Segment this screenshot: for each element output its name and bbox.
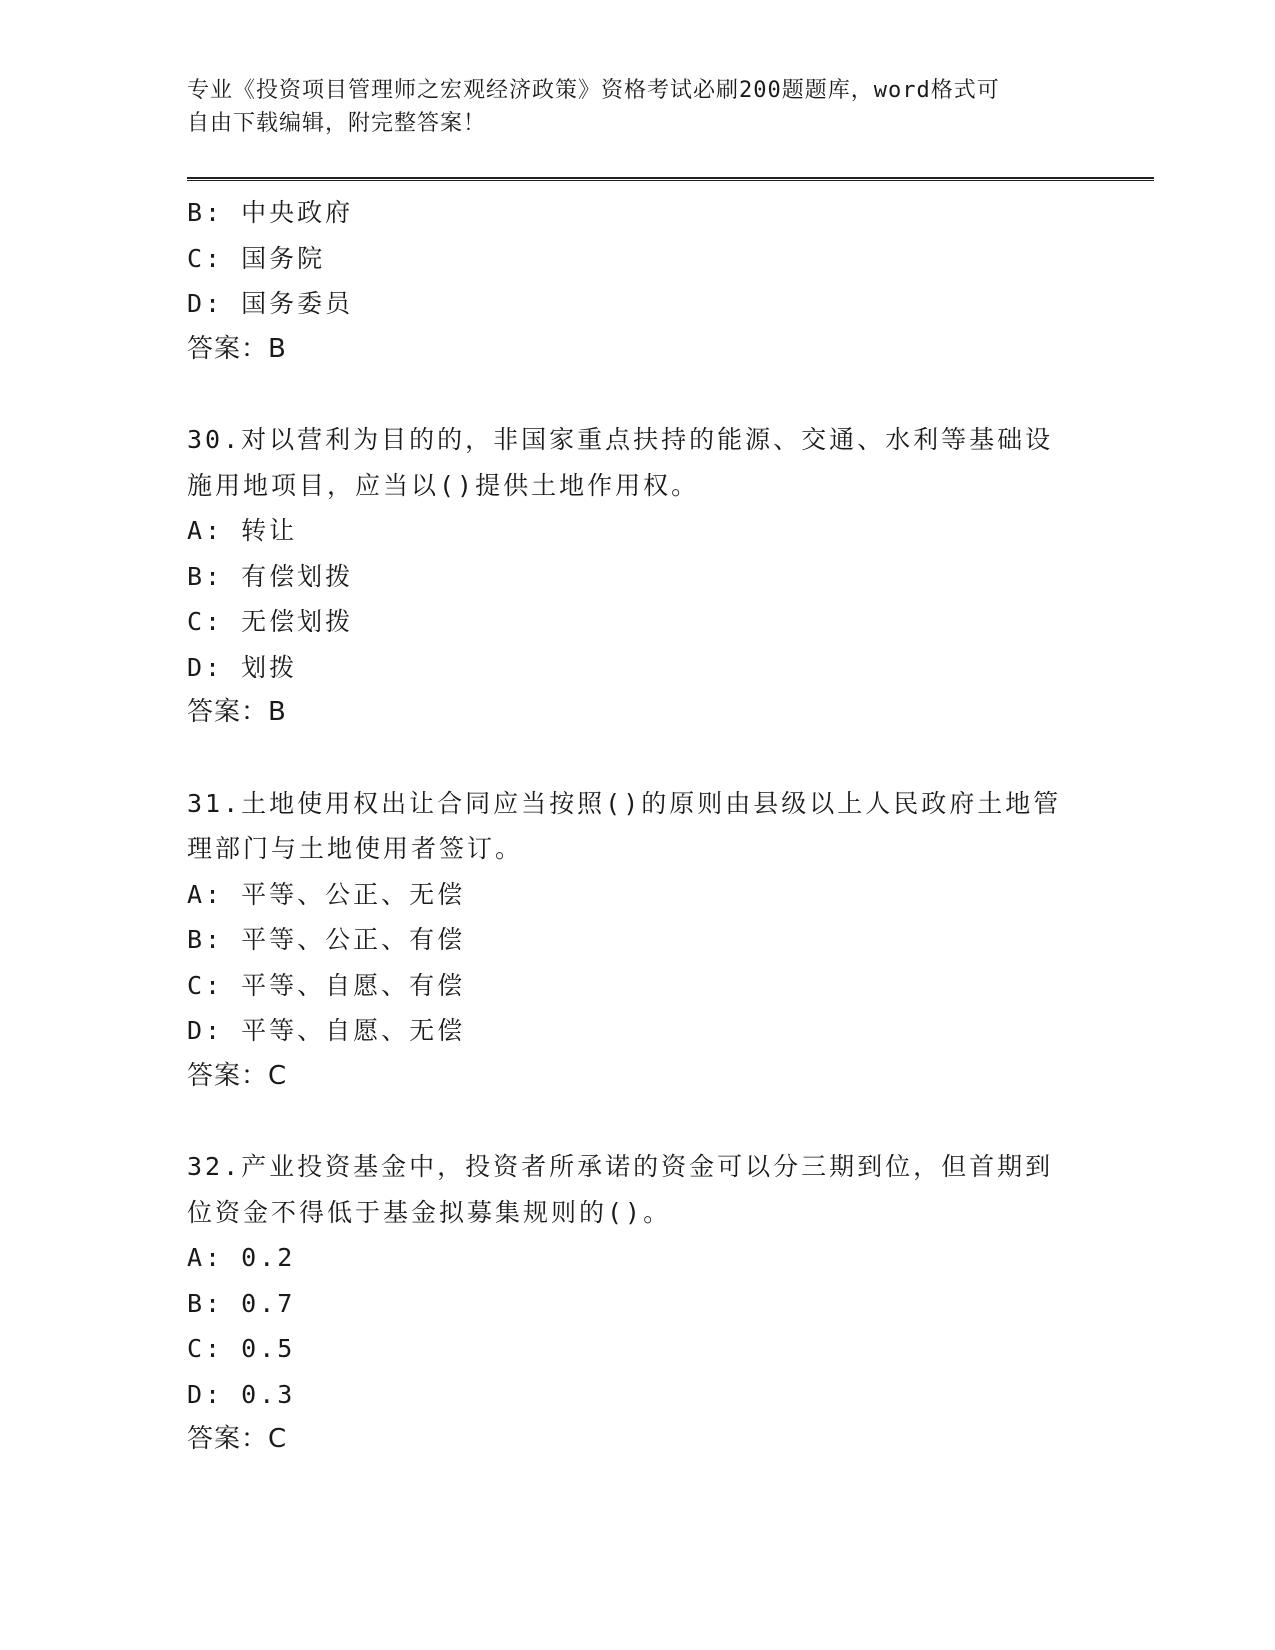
option-a: A: 平等、公正、无偿 — [187, 879, 466, 909]
question-stem-line-2: 理部门与土地使用者签订。 — [187, 834, 524, 863]
option-c: C: 平等、自愿、有偿 — [187, 970, 466, 1000]
option-d: D: 0.3 — [187, 1379, 296, 1409]
header-title-line-2: 自由下载编辑，附完整答案！ — [187, 111, 487, 136]
question-list — [187, 190, 1087, 1463]
answer-line: 答案：C — [187, 1424, 288, 1454]
option-b: B: 有偿划拨 — [187, 561, 354, 591]
question-stem-line-1: 30.对以营利为目的的，非国家重点扶持的能源、交通、水利等基础设 — [187, 425, 1054, 454]
option-c: C: 国务院 — [187, 243, 326, 273]
question-spacer — [187, 372, 1087, 417]
question-spacer — [187, 736, 1087, 781]
question-30 — [187, 417, 1087, 736]
option-d: D: 平等、自愿、无偿 — [187, 1016, 466, 1045]
option-b: B: 0.7 — [187, 1288, 296, 1318]
header-divider — [187, 177, 1154, 181]
option-a: A: 0.2 — [187, 1243, 296, 1272]
answer-line: 答案：B — [187, 697, 287, 727]
question-29 — [187, 190, 1087, 372]
option-d: D: 国务委员 — [187, 289, 354, 318]
question-32 — [187, 1144, 1087, 1463]
option-b: B: 平等、公正、有偿 — [187, 925, 466, 954]
question-stem-line-1: 31.土地使用权出让合同应当按照()的原则由县级以上人民政府土地管 — [187, 788, 1062, 818]
option-d: D: 划拨 — [187, 652, 298, 682]
question-stem-line-1: 32.产业投资基金中，投资者所承诺的资金可以分三期到位，但首期到 — [187, 1152, 1054, 1181]
question-stem-line-2: 施用地项目，应当以()提供土地作用权。 — [187, 470, 700, 500]
header-title-line-1: 专业《投资项目管理师之宏观经济政策》资格考试必刷200题题库，word格式可 — [187, 78, 1000, 103]
option-b: B: 中央政府 — [187, 198, 354, 227]
answer-line: 答案：C — [187, 1060, 288, 1091]
option-c: C: 0.5 — [187, 1334, 296, 1363]
answer-line: 答案：B — [187, 333, 287, 364]
option-c: C: 无偿划拨 — [187, 607, 354, 636]
question-spacer — [187, 1099, 1087, 1144]
option-a: A: 转让 — [187, 516, 298, 545]
question-31 — [187, 781, 1087, 1100]
document-header — [187, 74, 1067, 140]
question-stem-line-2: 位资金不得低于基金拟募集规则的()。 — [187, 1197, 672, 1227]
